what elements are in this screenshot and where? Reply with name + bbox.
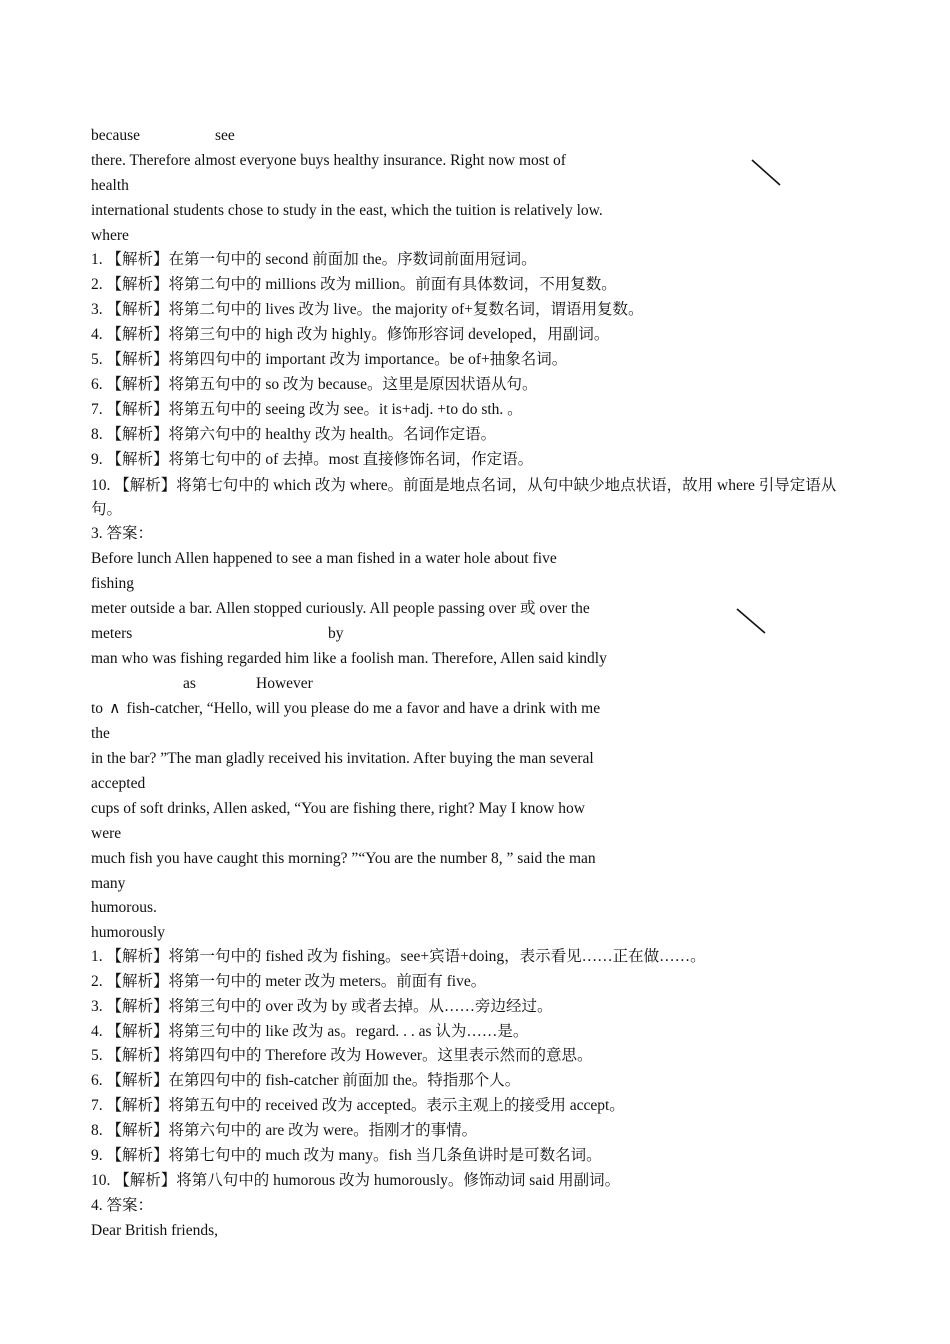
essay-line: in the bar? ”The man gladly received his invitation. After buying the man several: [91, 750, 594, 767]
deletion-slash-mark: [752, 160, 780, 185]
analysis-note: 4. 【解析】将第三句中的 high 改为 highly。修饰形容词 developed，用副词。: [91, 326, 610, 343]
correction-the: the: [91, 725, 110, 742]
section-heading: 3. 答案：: [91, 525, 154, 542]
analysis-note: 8. 【解析】将第六句中的 are 改为 were。指刚才的事情。: [91, 1122, 478, 1139]
essay-line: man who was fishing regarded him like a foolish man. Therefore, Allen said kindly: [91, 650, 607, 667]
correction-by: by: [328, 625, 344, 642]
essay-line: meter outside a bar. Allen stopped curiously. All people passing over 或 over the: [91, 600, 590, 617]
analysis-note: 3. 【解析】将第三句中的 over 改为 by 或者去掉。从……旁边经过。: [91, 998, 553, 1015]
analysis-note: 5. 【解析】将第四句中的 important 改为 importance。be of+抽象名词。: [91, 351, 568, 368]
analysis-note: 7. 【解析】将第五句中的 seeing 改为 see。it is+adj. +to do sth. 。: [91, 401, 523, 418]
analysis-note: 4. 【解析】将第三句中的 like 改为 as。regard. . . as 认为……是。: [91, 1023, 529, 1040]
essay-line: international students chose to study in the east, which the tuition is relatively low.: [91, 202, 603, 219]
analysis-note: 9. 【解析】将第七句中的 much 改为 many。fish 当几条鱼讲时是可数名词。: [91, 1147, 602, 1164]
correction-where: where: [91, 227, 129, 244]
essay-word: fish-catcher, “Hello, will you please do me a favor and have a drink with me: [126, 700, 601, 717]
analysis-note: 10. 【解析】将第八句中的 humorous 改为 humorously。修饰动词 said 用副词。: [91, 1172, 621, 1189]
analysis-note: 6. 【解析】将第五句中的 so 改为 because。这里是原因状语从句。: [91, 376, 538, 393]
essay-line: there. Therefore almost everyone buys healthy insurance. Right now most of: [91, 152, 566, 169]
correction-humorously: humorously: [91, 924, 166, 941]
analysis-note: 1. 【解析】将第一句中的 fished 改为 fishing。see+宾语+doing，表示看见……正在做……。: [91, 948, 706, 965]
correction-accepted: accepted: [91, 775, 146, 792]
letter-greeting: Dear British friends,: [91, 1222, 218, 1239]
essay-word: to: [91, 700, 104, 717]
essay-line: humorous.: [91, 899, 157, 916]
correction-health: health: [91, 177, 129, 194]
correction-because: because: [91, 127, 141, 144]
analysis-note: 8. 【解析】将第六句中的 healthy 改为 health。名词作定语。: [91, 426, 497, 443]
insert-caret-mark: ∧: [109, 700, 121, 717]
correction-fishing: fishing: [91, 575, 135, 592]
analysis-note: 1. 【解析】在第一句中的 second 前面加 the。序数词前面用冠词。: [91, 251, 537, 268]
correction-see: see: [215, 127, 235, 144]
correction-many: many: [91, 875, 126, 892]
correction-as: as: [183, 675, 196, 692]
essay-line: cups of soft drinks, Allen asked, “You are fishing there, right? May I know how: [91, 800, 585, 817]
essay-line: much fish you have caught this morning? ”“You are the number 8, ” said the man: [91, 850, 596, 867]
essay-line: Before lunch Allen happened to see a man fished in a water hole about five: [91, 550, 557, 567]
correction-were: were: [91, 825, 122, 842]
analysis-note: 7. 【解析】将第五句中的 received 改为 accepted。表示主观上的接受用 accept。: [91, 1097, 625, 1114]
analysis-note: 10. 【解析】将第七句中的 which 改为 where。前面是地点名词，从句中缺少地点状语，故用 where 引导定语从句。: [91, 477, 837, 518]
analysis-note: 2. 【解析】将第二句中的 millions 改为 million。前面有具体数词，不用复数。: [91, 276, 617, 293]
section-heading: 4. 答案：: [91, 1197, 154, 1214]
analysis-note: 6. 【解析】在第四句中的 fish-catcher 前面加 the。特指那个人。: [91, 1072, 521, 1089]
analysis-note: 5. 【解析】将第四句中的 Therefore 改为 However。这里表示然而的意思。: [91, 1047, 593, 1064]
analysis-note: 9. 【解析】将第七句中的 of 去掉。most 直接修饰名词，作定语。: [91, 451, 534, 468]
analysis-note: 3. 【解析】将第二句中的 lives 改为 live。the majority of+复数名词，谓语用复数。: [91, 301, 644, 318]
correction-however: However: [256, 675, 313, 692]
correction-meters: meters: [91, 625, 133, 642]
deletion-slash-mark: [737, 609, 765, 633]
analysis-note: 2. 【解析】将第一句中的 meter 改为 meters。前面有 five。: [91, 973, 487, 990]
